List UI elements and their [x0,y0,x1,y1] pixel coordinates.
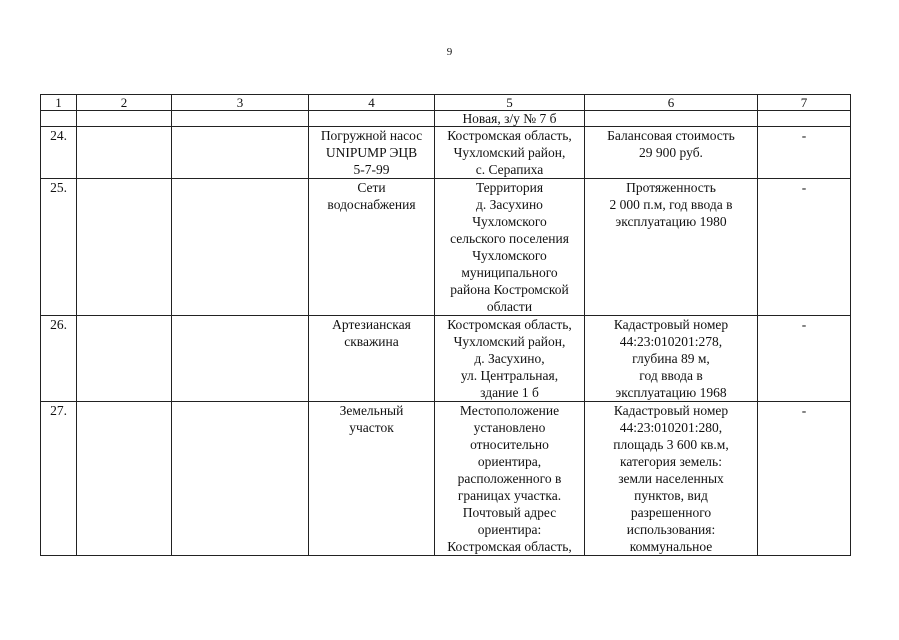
continuation-row [41,111,851,127]
characteristics-cell [585,127,758,179]
address-cell [435,316,585,402]
address-line: ориентира, [477,454,542,469]
column-2-cell [77,179,172,316]
column-header: 1 [41,95,77,111]
characteristics-cell [585,402,758,556]
characteristics-cell [585,179,758,316]
column-header: 5 [435,95,585,111]
object-name-line: UNIPUMP ЭЦВ [325,145,418,160]
row-number: 26. [41,316,77,402]
object-name-cell [309,402,435,556]
address-line: границах участка. [457,488,562,503]
characteristics-line: 44:23:010201:280, [619,420,723,435]
object-name-cell [309,127,435,179]
empty-cell [309,111,435,127]
table-header-row [41,95,851,111]
characteristics-line: коммунальное [629,539,713,554]
object-name-line: 5-7-99 [353,162,390,177]
column-7-cell: - [758,127,851,179]
empty-cell [41,111,77,127]
characteristics-line: категория земель: [620,454,722,469]
row-number: 24. [41,127,77,179]
address-line: Территория [475,180,544,195]
address-line: Чухломский район, [453,145,566,160]
column-header: 7 [758,95,851,111]
row-number: 25. [41,179,77,316]
column-header: 3 [172,95,309,111]
address-cell [435,111,585,127]
empty-cell [77,111,172,127]
address-line: д. Засухино [476,197,543,212]
address-line: здание 1 б [480,385,539,400]
object-name-line: участок [349,420,394,435]
address-line: расположенного в [457,471,562,486]
address-line: Костромская область, [447,539,572,554]
address-line: Костромская область, [447,317,572,332]
characteristics-cell [585,316,758,402]
column-7-cell: - [758,179,851,316]
characteristics-line: земли населенных [618,471,724,486]
address-line: Почтовый адрес [462,505,557,520]
address-line: Костромская область, [447,128,572,143]
address-line: Чухломского [472,248,547,263]
address-cell [435,179,585,316]
empty-cell [758,111,851,127]
object-name-cell [309,179,435,316]
object-name-line: Сети [357,180,386,195]
page-number: 9 [446,46,453,58]
address-line: Чухломский район, [453,334,566,349]
address-line: области [486,299,533,314]
characteristics-line: год ввода в [639,368,703,383]
characteristics-line: глубина 89 м, [632,351,710,366]
table-row [41,402,851,556]
characteristics-line: 29 900 руб. [639,145,703,160]
column-2-cell [77,402,172,556]
empty-cell [585,111,758,127]
table-row [41,316,851,402]
column-2-cell [77,127,172,179]
characteristics-line: эксплуатацию 1968 [615,385,727,400]
row-number: 27. [41,402,77,556]
characteristics-line: 2 000 п.м, год ввода в [609,197,733,212]
address-line: д. Засухино, [474,351,545,366]
empty-cell [172,111,309,127]
column-2-cell [77,316,172,402]
column-7-cell: - [758,402,851,556]
address-line: с. Серапиха [475,162,544,177]
column-7-cell: - [758,316,851,402]
table-row [41,179,851,316]
address-line: сельского поселения [450,231,569,246]
column-3-cell [172,179,309,316]
column-header: 6 [585,95,758,111]
column-header: 2 [77,95,172,111]
object-name-line: Артезианская [332,317,411,332]
column-3-cell [172,402,309,556]
column-3-cell [172,316,309,402]
address-line: Новая, з/у № 7 б [462,111,557,126]
characteristics-line: Протяженность [626,180,716,195]
object-name-cell [309,316,435,402]
address-line: установлено [473,420,546,435]
column-header: 4 [309,95,435,111]
address-line: Чухломского [472,214,547,229]
object-name-line: водоснабжения [327,197,416,212]
address-line: Местоположение [459,403,560,418]
characteristics-line: пунктов, вид [634,488,708,503]
address-line: района Костромской [450,282,569,297]
characteristics-line: 44:23:010201:278, [619,334,723,349]
table-row [41,127,851,179]
address-cell [435,402,585,556]
address-cell [435,127,585,179]
object-name-line: Погружной насос [320,128,423,143]
registry-table [40,94,851,556]
address-line: относительно [470,437,549,452]
characteristics-line: эксплуатацию 1980 [615,214,727,229]
address-line: муниципального [461,265,558,280]
object-name-line: скважина [344,334,399,349]
characteristics-line: Балансовая стоимость [607,128,735,143]
address-line: ул. Центральная, [460,368,559,383]
characteristics-line: площадь 3 600 кв.м, [613,437,729,452]
characteristics-line: использования: [626,522,716,537]
address-line: ориентира: [477,522,542,537]
characteristics-line: разрешенного [630,505,712,520]
column-3-cell [172,127,309,179]
characteristics-line: Кадастровый номер [613,403,729,418]
characteristics-line: Кадастровый номер [613,317,729,332]
object-name-line: Земельный [339,403,404,418]
